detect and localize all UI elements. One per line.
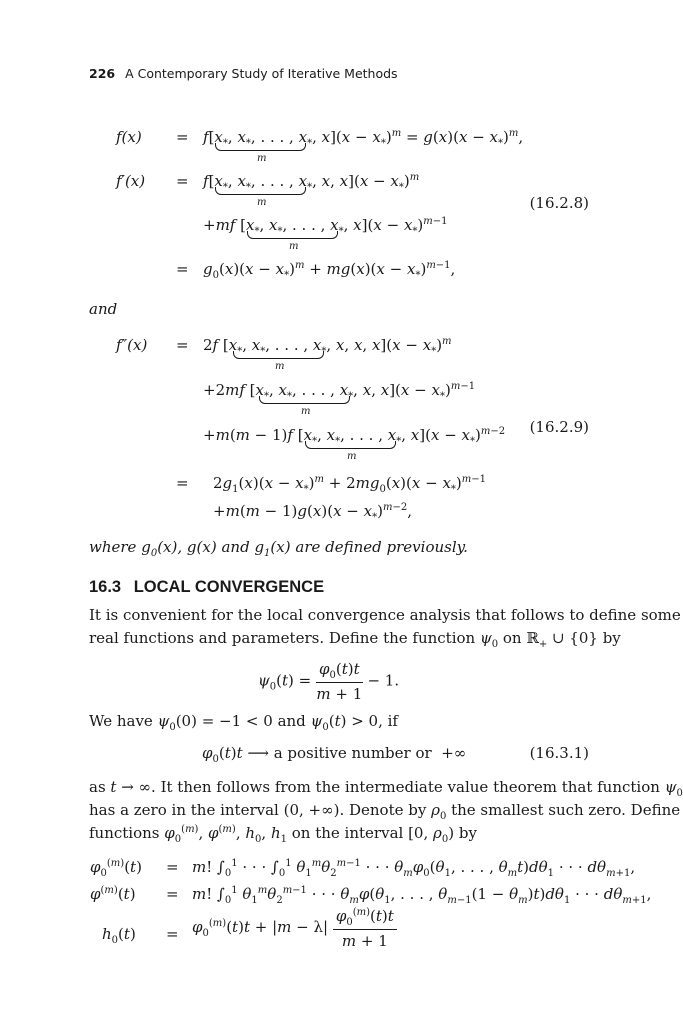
b1-l4-rhs: $g_0(x)(x - x_*)^m + mg(x)(x - x_*)^{m-1}$, [203,260,456,281]
def2-lhs: $\varphi^{(m)}(t)$ [90,885,136,903]
section-title: LOCAL CONVERGENCE [133,578,325,596]
underbrace [247,231,338,239]
para1-line2: real functions and parameters. Define the function $\psi_0$ on ℝ$_+$ ∪ {0} by [89,629,621,650]
equals: = [176,474,189,492]
underbrace [259,396,350,404]
para2-line3: functions $\varphi_0^{(m)}$, $\varphi^{(m)}$, $h_0$, $h_1$ on the interval [0, $\rho_0$) by [89,824,477,845]
equation-number: (16.3.1) [529,744,589,762]
equals: = [176,172,189,190]
underbrace [215,187,306,195]
brace-label: m [257,197,267,208]
section-heading [89,578,324,597]
b2-l5-rhs: $+m(m - 1)g(x)(x - x_*)^{m-2}$, [213,502,412,523]
brace-label: m [347,451,357,462]
and-word: and [89,300,118,318]
equals: = [166,885,179,903]
equals: = [166,858,179,876]
page-number: 226 [89,66,116,81]
section-number: 16.3 [89,578,122,596]
equals: = [176,260,189,278]
equation-number: (16.2.9) [529,418,589,436]
where-line: where $g_0(x)$, g(x) and $g_1(x)$ are defined previously. [89,538,468,559]
equals: = [166,925,179,943]
b2-l2-rhs: +2mf [$x_*$, $x_*$, . . . , $x_*$, x, $x](x - x_*)^{m-1}$ [203,381,476,402]
b2-l1-lhs: f″(x) [116,336,148,354]
b1-l3-rhs: +mf [$x_*$, $x_*$, . . . , $x_*$, $x](x - x_*)^{m-1}$ [203,216,448,237]
underbrace [215,143,306,151]
we-have-line: We have $\psi_0(0) = -1 < 0$ and $\psi_0(t) > 0$, if [89,712,398,733]
para2-line1: as t → ∞. It then follows from the intermediate value theorem that function $\psi_0$ [89,778,683,799]
def2-rhs: m! $\int_0^1$ $\theta_1^m\theta_2^{m-1}$ · · · $\theta_m\varphi(\theta_1$, . . . , $\theta_{m-1}(1 - \theta_m)t)d\theta_1$ · · · $d\theta_{m+1}$, [192,885,652,906]
fraction: $\frac{\varphi_0(t)t}{m + 1}$ [316,660,363,703]
brace-label: m [301,406,311,417]
b1-l2-rhs: $f[x_*$, $x_*$, . . . , $x_*$, x, $x](x - x_*)^m$ [203,172,420,193]
underbrace [233,351,324,359]
running-title: A Contemporary Study of Iterative Methods [125,66,398,81]
equation-number: (16.2.8) [529,194,589,212]
brace-label: m [289,241,299,252]
running-head [89,66,398,81]
equals: = [176,336,189,354]
b1-l1-rhs: $f[x_*$, $x_*$, . . . , $x_*$, $x](x - x_*)^m = g(x)(x - x_*)^m$, [203,128,524,149]
brace-label: m [275,361,285,372]
underbrace [305,441,396,449]
b1-l2-lhs: f′(x) [116,172,146,190]
brace-label: m [257,153,267,164]
b2-l4-rhs: $2g_1(x)(x - x_*)^m + 2mg_0(x)(x - x_*)^{m-1}$ [213,474,487,495]
fraction: $\frac{\varphi_0^{(m)}(t)t}{m + 1}$ [333,907,397,950]
b2-l3-rhs: +m(m − 1)f [$x_*$, $x_*$, . . . , $x_*$, $x](x - x_*)^{m-2}$ [203,426,506,447]
para1-line1: It is convenient for the local convergence analysis that follows to define some [89,606,681,624]
def3-lhs: $h_0(t)$ [102,925,136,946]
def1-rhs: m! $\int_0^1$ · · · $\int_0^1$ $\theta_1^m\theta_2^{m-1}$ · · · $\theta_m\varphi_0(\theta_1$, . . . , $\theta_mt)d\theta_1$ · · · $d\theta_{m+1}$, [192,858,636,879]
def1-lhs: $\varphi_0^{(m)}(t)$ [90,858,142,879]
b1-l1-lhs: f(x) [116,128,142,146]
b2-l1-rhs: 2f [$x_*$, $x_*$, . . . , $x_*$, x, x, $x](x - x_*)^m$ [203,336,452,357]
eq-16-3-1-body: $\varphi_0(t)t$ ⟶ a positive number or +∞ [202,744,467,765]
def3-rhs: $\varphi_0^{(m)}(t)t + |m - \lambda|$ $\frac{\varphi_0^{(m)}(t)t}{m + 1}$ [192,907,397,950]
psi-definition: $\psi_0(t)$ = $\frac{\varphi_0(t)t}{m + 1}$ − 1. [258,660,400,703]
equals: = [176,128,189,146]
para2-line2: has a zero in the interval (0, +∞). Denote by $\rho_0$ the smallest such zero. Define [89,801,681,822]
